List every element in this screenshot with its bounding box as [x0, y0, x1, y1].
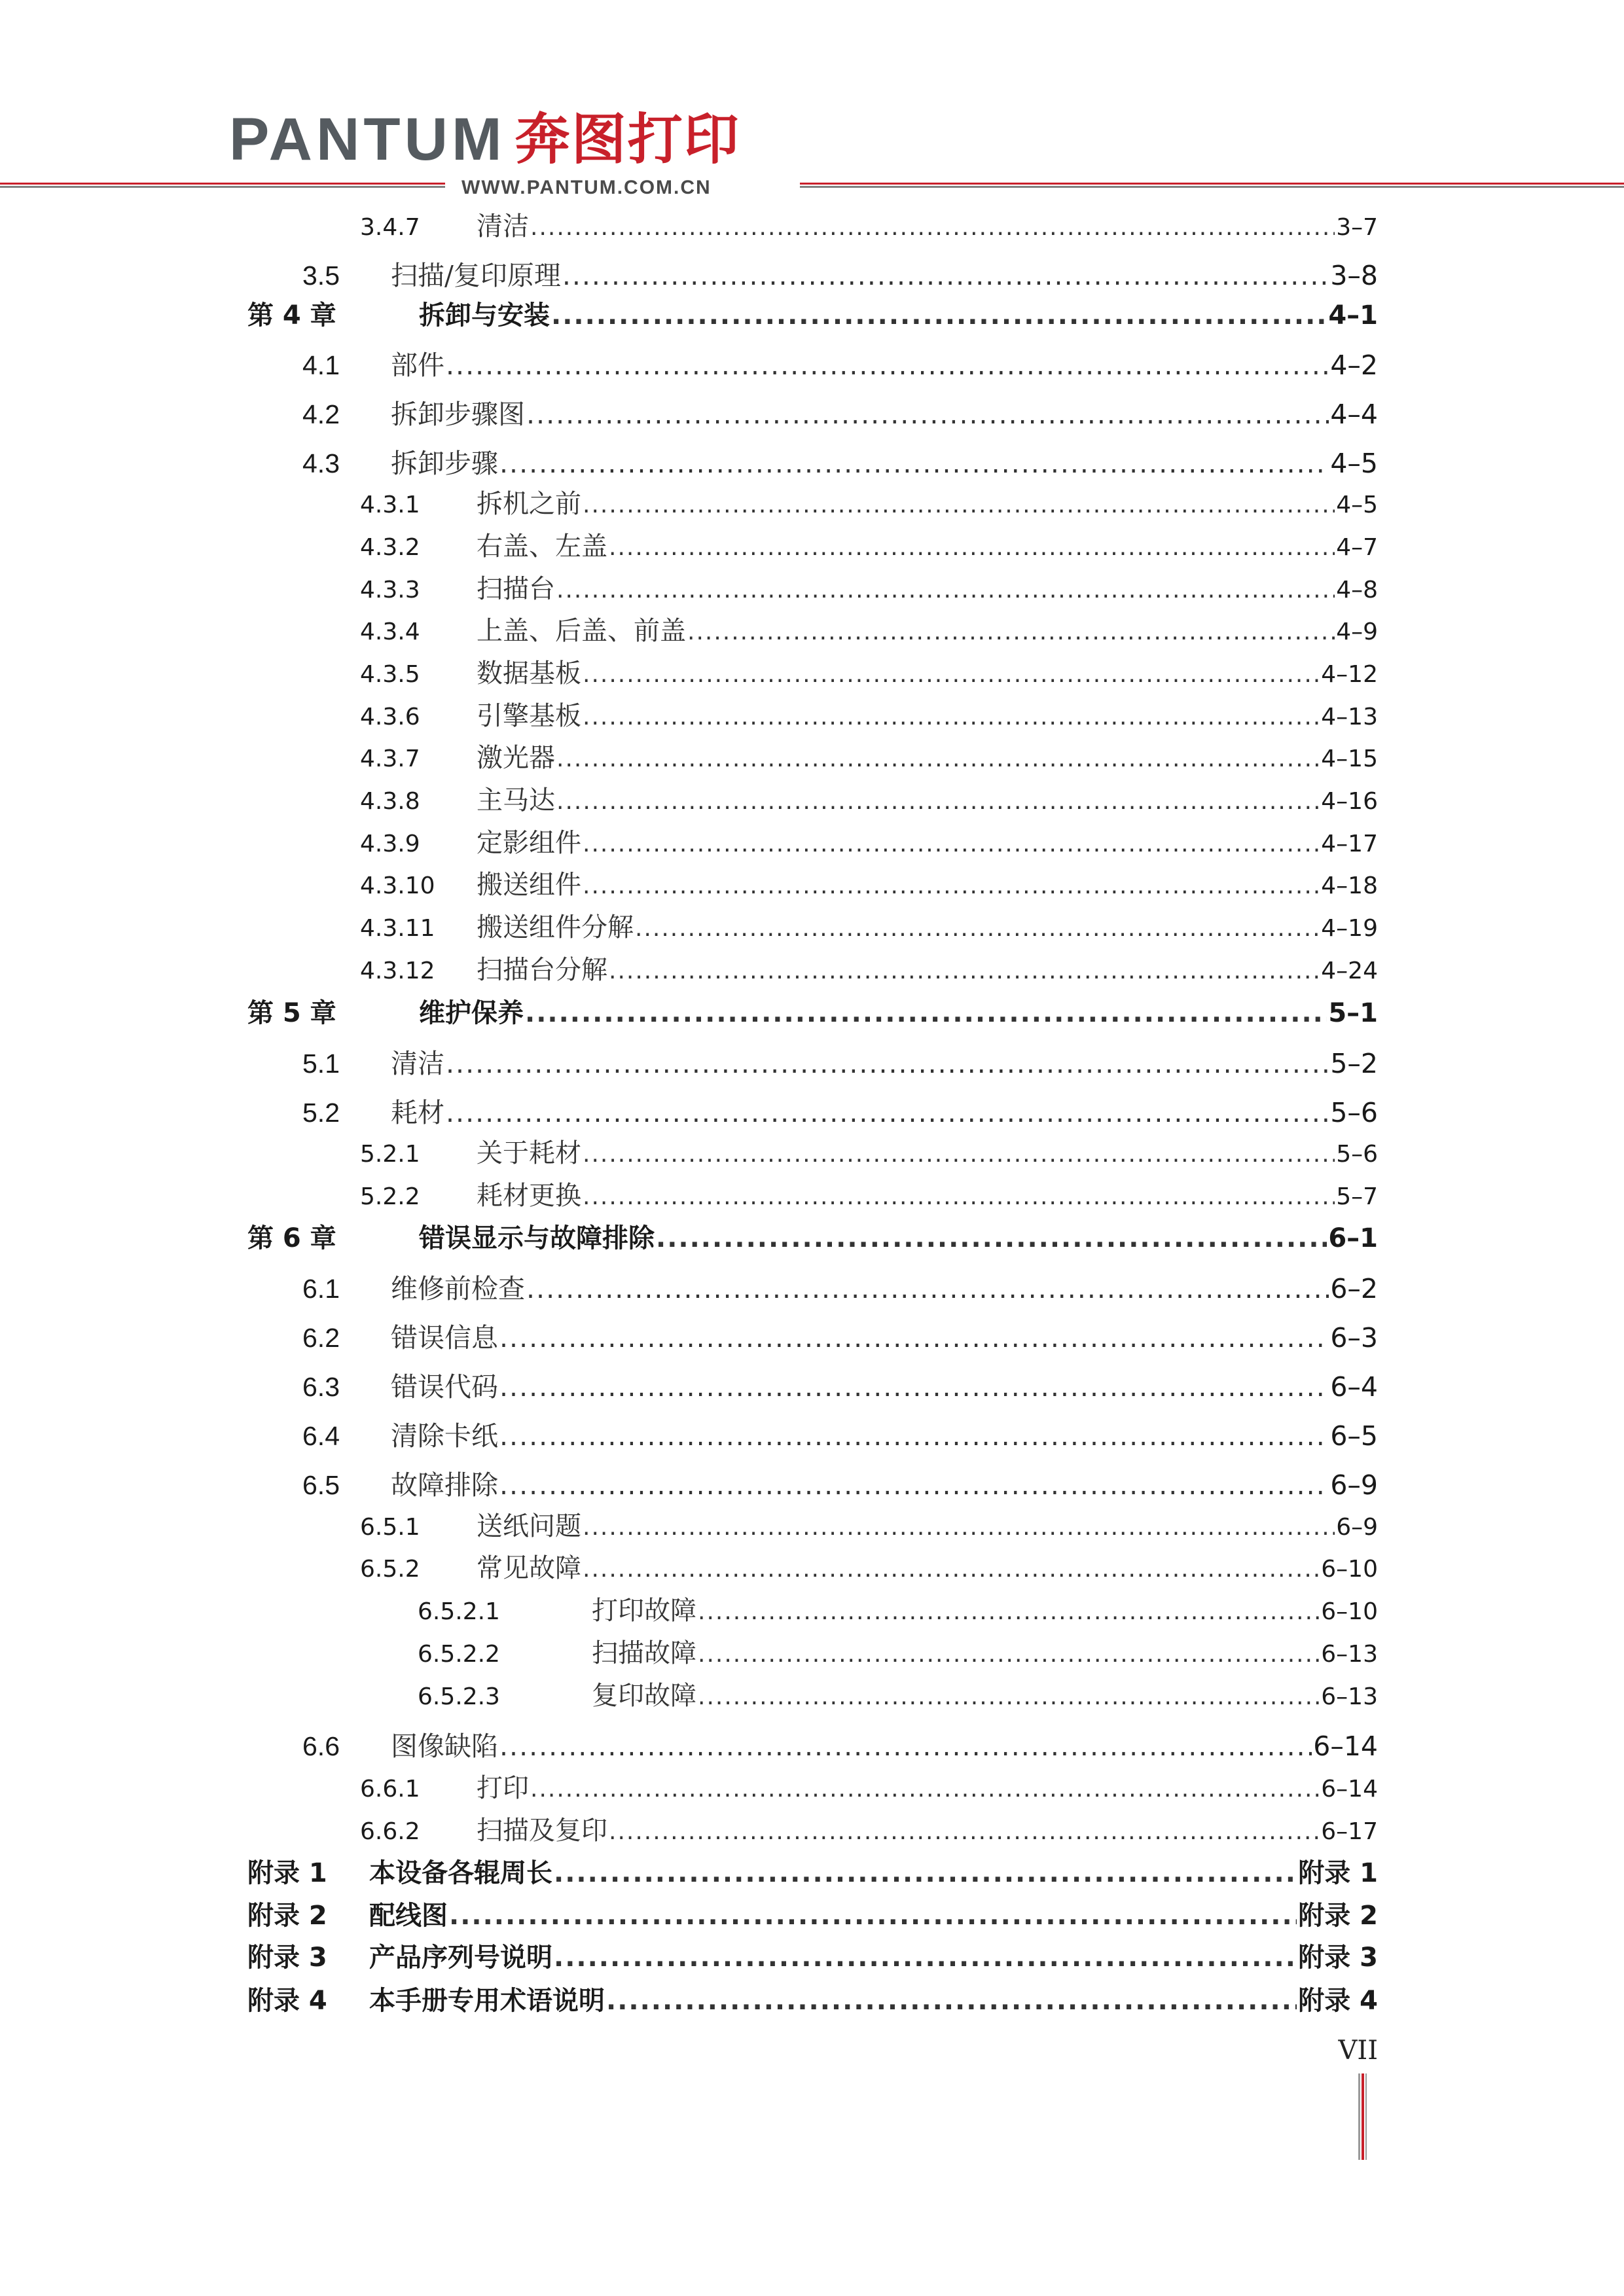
toc-entry[interactable] [360, 737, 1378, 774]
toc-entry-title: 搬送组件 [477, 870, 581, 900]
toc-entry-number: 3.5 [302, 260, 340, 291]
toc-entry-number: 6.6.1 [360, 1776, 420, 1803]
toc-entry[interactable] [360, 568, 1378, 605]
toc-entry[interactable] [302, 1091, 1378, 1130]
toc-entry-title: 上盖、后盖、前盖 [477, 616, 686, 646]
toc-entry-number: 6.5.2.3 [418, 1683, 500, 1710]
toc-entry-title: 数据基板 [477, 658, 581, 689]
toc-entry-number: 4.3.3 [360, 577, 420, 603]
toc-entry[interactable] [360, 653, 1378, 690]
toc-entry[interactable] [418, 1632, 1378, 1670]
toc-entry-number: 附录 3 [247, 1943, 327, 1973]
toc-entry-page: 6–2 [1330, 1273, 1378, 1304]
toc-entry-page: 4–7 [1336, 534, 1378, 561]
toc-entry-title: 部件 [391, 350, 444, 381]
toc-entry-title: 清洁 [477, 211, 529, 242]
toc-entry[interactable] [360, 1810, 1378, 1847]
toc-entry-page: 4–18 [1321, 872, 1378, 899]
toc-entry-title: 故障排除 [391, 1469, 498, 1501]
toc-entry-number: 5.1 [302, 1049, 340, 1079]
toc-entry-page: 6–4 [1330, 1371, 1378, 1403]
toc-entry[interactable] [302, 254, 1378, 293]
toc-leader-dots [609, 1818, 1320, 1845]
toc-entry-page: 4–13 [1321, 704, 1378, 730]
toc-entry-title: 拆卸步骤图 [391, 399, 525, 430]
toc-entry-page: 6–1 [1328, 1223, 1378, 1253]
toc-leader-dots [698, 1683, 1320, 1710]
toc-entry-title: 扫描及复印 [477, 1816, 607, 1846]
toc-leader-dots [499, 1731, 1312, 1762]
toc-entry-page: 4–19 [1321, 915, 1378, 942]
toc-entry-page: 4–15 [1321, 745, 1378, 772]
toc-entry-title: 耗材更换 [477, 1181, 581, 1211]
toc-entry-page: 6–10 [1321, 1556, 1378, 1583]
toc-leader-dots [635, 915, 1320, 942]
toc-entry-title: 扫描台 [477, 574, 555, 604]
brand-name-cn: 奔图打印 [514, 107, 740, 171]
toc-entry-page: 附录 3 [1298, 1943, 1378, 1973]
toc-entry-number: 4.2 [302, 399, 340, 429]
toc-leader-dots [698, 1641, 1320, 1668]
toc-entry-title: 定影组件 [477, 828, 581, 858]
toc-leader-dots [526, 399, 1329, 430]
toc-entry[interactable] [360, 526, 1378, 563]
header-url: WWW.PANTUM.COM.CN [461, 177, 712, 198]
toc-entry-page: 4–12 [1321, 661, 1378, 688]
toc-entry-number: 5.2.1 [360, 1141, 420, 1168]
toc-entry-number: 5.2 [302, 1098, 340, 1128]
toc-entry-page: 5–6 [1336, 1141, 1378, 1168]
toc-entry-page: 4–16 [1321, 788, 1378, 815]
toc-entry[interactable] [360, 1505, 1378, 1543]
toc-entry[interactable] [360, 1175, 1378, 1212]
toc-entry-number: 4.3.5 [360, 661, 420, 688]
toc-leader-dots [525, 998, 1327, 1028]
toc-entry-page: 5–6 [1330, 1097, 1378, 1128]
toc-entry-number: 4.3.2 [360, 534, 420, 561]
toc-entry-number: 6.6 [302, 1731, 340, 1761]
toc-entry-page: 5–1 [1328, 998, 1378, 1028]
toc-entry-title: 右盖、左盖 [477, 531, 607, 562]
toc-leader-dots [609, 534, 1335, 561]
toc-entry-number: 4.3.4 [360, 619, 420, 645]
toc-entry[interactable] [302, 1463, 1378, 1502]
toc-leader-dots [583, 872, 1320, 899]
toc-entry-number: 5.2.2 [360, 1183, 420, 1210]
toc-entry[interactable] [360, 780, 1378, 817]
toc-leader-dots [449, 1901, 1297, 1931]
toc-entry-page: 6–5 [1330, 1420, 1378, 1452]
toc-entry-title: 产品序列号说明 [369, 1943, 552, 1973]
toc-entry-title: 打印故障 [592, 1596, 696, 1626]
toc-entry-page: 6–14 [1321, 1776, 1378, 1803]
toc-leader-dots [583, 831, 1320, 857]
toc-leader-dots [499, 1420, 1329, 1452]
toc-leader-dots [526, 1273, 1329, 1304]
toc-entry[interactable] [302, 1267, 1378, 1306]
toc-entry-page: 5–2 [1330, 1048, 1378, 1079]
toc-leader-dots [554, 1943, 1297, 1973]
toc-entry-page: 4–1 [1328, 300, 1378, 331]
toc-entry-title: 打印 [477, 1773, 529, 1803]
toc-entry[interactable] [418, 1590, 1378, 1627]
toc-entry-number: 附录 2 [247, 1901, 327, 1931]
toc-entry[interactable] [247, 992, 1378, 1030]
toc-leader-dots [554, 1858, 1297, 1888]
toc-entry[interactable] [360, 610, 1378, 647]
toc-entry-page: 5–7 [1336, 1183, 1378, 1210]
toc-entry[interactable] [360, 1767, 1378, 1804]
toc-entry[interactable] [360, 483, 1378, 520]
toc-entry-number: 4.3 [302, 448, 340, 478]
toc-entry-number: 附录 4 [247, 1986, 327, 2016]
toc-entry[interactable] [302, 1316, 1378, 1355]
toc-entry-number: 4.3.8 [360, 788, 420, 815]
toc-entry-page: 4–8 [1336, 577, 1378, 603]
toc-entry-page: 附录 1 [1298, 1858, 1378, 1888]
toc-entry-number: 附录 1 [247, 1858, 327, 1888]
footer-side-bar [1358, 2073, 1366, 2160]
toc-entry-title: 本手册专用术语说明 [369, 1986, 605, 2016]
toc-leader-dots [583, 661, 1320, 688]
toc-entry[interactable] [302, 442, 1378, 480]
toc-leader-dots [687, 619, 1335, 645]
brand-name-en: PANTUM [229, 106, 506, 173]
toc-entry[interactable] [302, 344, 1378, 382]
toc-entry-number: 4.3.6 [360, 704, 420, 730]
toc-leader-dots [698, 1598, 1320, 1625]
toc-entry-title: 错误代码 [391, 1371, 498, 1403]
toc-leader-dots [499, 448, 1329, 479]
toc-entry-number: 4.1 [302, 350, 340, 380]
header-rule-left [0, 183, 445, 188]
toc-entry-number: 4.3.7 [360, 745, 420, 772]
toc-entry-page: 6–14 [1313, 1731, 1378, 1762]
toc-entry[interactable] [360, 695, 1378, 732]
toc-entry[interactable] [418, 1675, 1378, 1712]
toc-leader-dots [583, 704, 1320, 730]
header-rule-right [800, 183, 1624, 188]
toc-entry-number: 6.2 [302, 1323, 340, 1353]
toc-entry-number: 第 6 章 [247, 1223, 336, 1253]
toc-entry-page: 4–2 [1330, 350, 1378, 381]
toc-entry-title: 搬送组件分解 [477, 912, 634, 942]
toc-leader-dots [583, 1183, 1335, 1210]
toc-leader-dots [583, 1514, 1335, 1541]
toc-entry-number: 4.3.1 [360, 492, 420, 518]
toc-leader-dots [556, 577, 1335, 603]
toc-leader-dots [446, 1097, 1329, 1128]
toc-leader-dots [530, 214, 1335, 241]
toc-entry-number: 6.5 [302, 1470, 340, 1500]
toc-entry-title: 主马达 [477, 785, 555, 816]
toc-entry[interactable] [360, 206, 1378, 243]
toc-entry[interactable] [360, 822, 1378, 859]
toc-entry-page: 6–3 [1330, 1322, 1378, 1354]
toc-leader-dots [583, 492, 1335, 518]
toc-entry-number: 6.5.2.2 [418, 1641, 500, 1668]
toc-entry-page: 4–24 [1321, 958, 1378, 984]
toc-entry-page: 附录 4 [1298, 1986, 1378, 2016]
toc-entry-page: 3–8 [1330, 260, 1378, 291]
toc-leader-dots [530, 1776, 1320, 1803]
toc-entry-title: 扫描故障 [592, 1638, 696, 1668]
toc-leader-dots [556, 745, 1320, 772]
toc-entry-title: 扫描台分解 [477, 955, 607, 985]
toc-entry-number: 6.3 [302, 1372, 340, 1402]
toc-entry-number: 6.5.2 [360, 1556, 420, 1583]
toc-entry[interactable] [247, 1937, 1378, 1974]
toc-entry-page: 6–9 [1330, 1469, 1378, 1501]
toc-leader-dots [556, 788, 1320, 815]
toc-entry-number: 4.3.11 [360, 915, 435, 942]
toc-entry-number: 6.1 [302, 1274, 340, 1304]
toc-entry-title: 激光器 [477, 743, 555, 773]
toc-entry-title: 拆卸与安装 [419, 300, 550, 331]
toc-entry-number: 第 4 章 [247, 300, 336, 331]
toc-entry-page: 4–5 [1336, 492, 1378, 518]
toc-entry-title: 维修前检查 [391, 1273, 525, 1304]
toc-leader-dots [583, 1556, 1320, 1583]
toc-entry-page: 6–13 [1321, 1641, 1378, 1668]
toc-entry-title: 引擎基板 [477, 701, 581, 731]
toc-entry-title: 清除卡纸 [391, 1420, 498, 1452]
toc-entry-number: 6.4 [302, 1421, 340, 1451]
toc-entry-title: 扫描/复印原理 [391, 260, 561, 291]
toc-leader-dots [446, 350, 1329, 381]
toc-entry-number: 4.3.12 [360, 958, 435, 984]
toc-entry[interactable] [247, 1217, 1378, 1255]
toc-leader-dots [499, 1469, 1329, 1501]
brand-logo [229, 106, 740, 173]
toc-leader-dots [446, 1048, 1329, 1079]
toc-entry[interactable] [360, 1547, 1378, 1585]
toc-entry-title: 常见故障 [477, 1553, 581, 1583]
toc-entry[interactable] [360, 1132, 1378, 1170]
toc-entry-title: 耗材 [391, 1097, 444, 1128]
toc-entry-page: 4–5 [1330, 448, 1378, 479]
toc-entry-page: 6–13 [1321, 1683, 1378, 1710]
toc-entry-page: 4–4 [1330, 399, 1378, 430]
toc-entry-number: 4.3.10 [360, 872, 435, 899]
toc-entry-page: 6–17 [1321, 1818, 1378, 1845]
toc-entry-page: 3–7 [1336, 214, 1378, 241]
toc-entry-number: 第 5 章 [247, 998, 336, 1028]
toc-entry[interactable] [302, 1042, 1378, 1081]
toc-entry-title: 关于耗材 [477, 1138, 581, 1168]
toc-entry-number: 6.5.2.1 [418, 1598, 500, 1625]
toc-entry-title: 本设备各辊周长 [369, 1858, 552, 1888]
toc-leader-dots [656, 1223, 1327, 1253]
toc-entry-title: 复印故障 [592, 1681, 696, 1711]
toc-leader-dots [551, 300, 1327, 331]
toc-entry[interactable] [360, 906, 1378, 944]
toc-entry-title: 清洁 [391, 1048, 444, 1079]
toc-entry-title: 错误显示与故障排除 [419, 1223, 655, 1253]
toc-entry[interactable] [360, 949, 1378, 986]
toc-entry-page: 6–10 [1321, 1598, 1378, 1625]
toc-entry-title: 错误信息 [391, 1322, 498, 1354]
toc-entry-title: 拆机之前 [477, 489, 581, 519]
toc-entry[interactable] [360, 864, 1378, 901]
toc-leader-dots [609, 958, 1320, 984]
toc-entry-number: 6.5.1 [360, 1514, 420, 1541]
toc-leader-dots [606, 1986, 1297, 2016]
toc-entry[interactable] [302, 1725, 1378, 1763]
toc-entry[interactable] [247, 295, 1378, 332]
toc-leader-dots [499, 1322, 1329, 1354]
page-number: VII [1338, 2036, 1378, 2066]
toc-entry[interactable] [302, 1365, 1378, 1404]
toc-entry-page: 附录 2 [1298, 1901, 1378, 1931]
toc-entry[interactable] [247, 1980, 1378, 2017]
toc-entry-page: 6–9 [1336, 1514, 1378, 1541]
toc-entry-title: 送纸问题 [477, 1511, 581, 1541]
toc-entry[interactable] [247, 1852, 1378, 1890]
toc-entry[interactable] [302, 1414, 1378, 1453]
toc-leader-dots [583, 1141, 1335, 1168]
toc-leader-dots [562, 260, 1329, 291]
toc-entry-number: 4.3.9 [360, 831, 420, 857]
toc-entry-number: 6.6.2 [360, 1818, 420, 1845]
toc-entry-title: 图像缺陷 [391, 1731, 498, 1762]
toc-entry-number: 3.4.7 [360, 214, 420, 241]
toc-entry[interactable] [302, 393, 1378, 431]
toc-entry-title: 配线图 [369, 1901, 448, 1931]
toc-entry-title: 拆卸步骤 [391, 448, 498, 479]
toc-entry-page: 4–17 [1321, 831, 1378, 857]
toc-leader-dots [499, 1371, 1329, 1403]
toc-entry[interactable] [247, 1895, 1378, 1932]
toc-entry-title: 维护保养 [419, 998, 524, 1028]
toc-entry-page: 4–9 [1336, 619, 1378, 645]
